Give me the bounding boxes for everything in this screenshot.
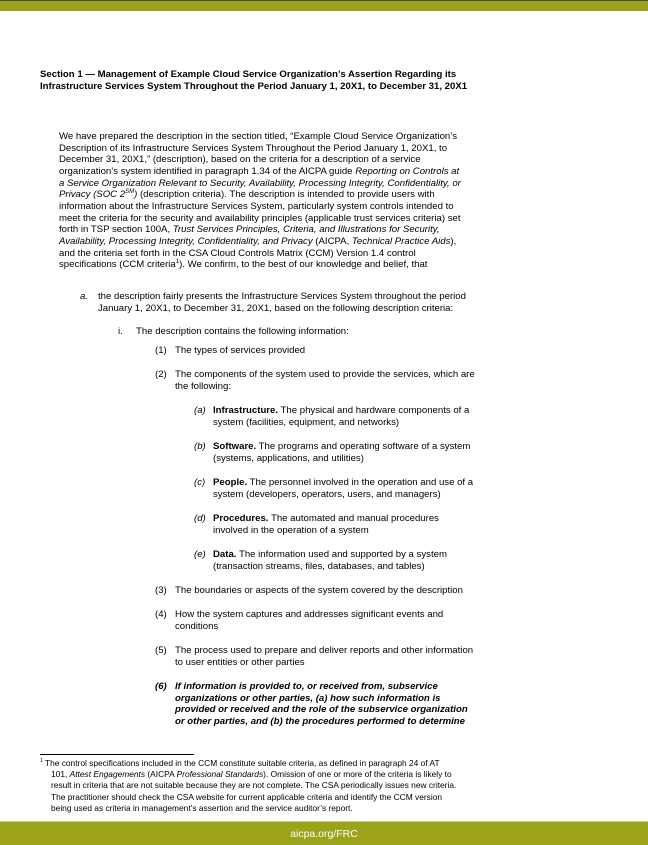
text-line: information about the Infrastructure Services System, particularly system controls intended to [59,200,454,212]
list-item-i [136,326,349,338]
list-label-a: a. [80,291,89,302]
list-item-a [98,291,466,314]
list-label-1: (1) [155,345,167,356]
component-item-people [213,477,473,500]
list-label-6: (6) [155,681,167,692]
text-line [213,441,470,453]
text-run: The automated and manual procedures [268,513,439,524]
footnote-marker: 1 [40,758,43,765]
text-line: How the system captures and addresses significant events and [175,609,444,620]
intro-paragraph [59,131,461,271]
text-line [59,236,461,248]
text-line: provided or received and the role of the subservice organization [175,704,468,716]
text-run: The programs and operating software of a system [256,441,471,452]
publication-title: Availability, Processing Integrity, Confidentiality, and Privacy [59,235,313,247]
component-item-infrastructure [213,405,469,428]
component-label-d: (d) [194,513,206,524]
text-line [213,477,473,489]
footnote-separator [40,754,194,755]
text-line: meet the criteria for the security and availability principles (applicable trust services criteria) set [59,212,461,224]
text-line: The types of services provided [175,345,306,356]
text-line: organizations or other parties, (a) how such information is [175,692,441,704]
text-run: (description criteria). The description is intended to provide users with [137,189,435,201]
text-line: conditions [175,620,219,632]
guide-title: ) [134,189,138,201]
list-label-5: (5) [155,645,167,656]
component-term: Data. [213,549,237,560]
heading-line: Infrastructure Services System Throughout the Period January 1, 20X1, to December 31, 20X1 [40,81,468,92]
list-item-4 [175,609,443,632]
component-term: Infrastructure. [213,405,279,416]
text-line: or other parties, and (b) the procedures performed to determine [175,715,465,727]
component-label-b: (b) [194,441,206,452]
text-line: system (developers, operators, users, and managers) [213,488,441,500]
text-line [213,513,439,525]
list-label-4: (4) [155,609,167,620]
footer-bar [0,821,648,845]
header-bar [0,1,648,11]
publication-title: Professional Standards [176,769,264,780]
component-label-c: (c) [194,477,206,488]
list-label-i: i. [118,326,123,337]
text-line: being used as criteria in management’s assertion and the service auditor’s report. [51,802,353,813]
service-mark: SM [125,189,135,196]
heading-line: Section 1 — Management of Example Cloud Service Organization’s Assertion Regarding its [40,69,457,80]
text-line: January 1, 20X1, to December 31, 20X1, based on the following description criteria: [98,302,454,314]
text-line: The process used to prepare and deliver reports and other information [175,645,474,656]
text-run: (AICPA, [312,235,352,247]
component-item-software [213,441,470,464]
text-line: The description contains the following information: [136,326,349,337]
text-line: (transaction streams, files, databases, and tables) [213,560,425,572]
text-run: The personnel involved in the operation and use of a [247,477,474,488]
footnote [40,758,456,814]
component-item-procedures [213,513,439,536]
text-line: to user entities or other parties [175,656,305,668]
text-run: ), [450,235,457,247]
list-item-6 [175,681,468,728]
text-line [40,758,456,769]
component-label-a: (a) [194,405,206,416]
list-item-5 [175,645,473,668]
text-run: 101, [51,769,70,780]
list-item-3 [175,585,463,597]
text-line: The boundaries or aspects of the system covered by the description [175,585,463,596]
text-line: result in criteria that are not suitable because they are not complete. The CSA periodically issues new criteria. [51,780,457,791]
publication-title: Trust Services Principles, Criteria, and Illustrations for Security, [172,224,440,236]
text-line: involved in the operation of a system [213,524,369,536]
publication-title: Attest Engagements [69,769,146,780]
text-run: forth in TSP section 100A, [59,224,173,236]
text-line: December 31, 20X1,” (description), based on the criteria for a description of a service [59,154,421,166]
text-line: The practitioner should check the CSA website for current applicable criteria and identify the CCM version [51,791,443,802]
component-term: People. [213,477,248,488]
text-line: the following: [175,380,231,392]
text-line [59,166,461,178]
text-run: The control specifications included in the CCM constitute suitable criteria, as defined in paragraph 24 of AT [42,758,440,768]
text-line [59,224,461,236]
footnote-reference[interactable]: 1 [175,259,180,266]
component-item-data [213,549,447,572]
text-line [213,405,469,417]
guide-title: Reporting on Controls at [355,165,460,177]
text-run: organization’s system identified in paragraph 1.34 of the AICPA guide [59,165,356,177]
text-line: The components of the system used to provide the services, which are [175,369,475,380]
guide-title: Privacy (SOC 2 [59,189,126,201]
footer-link[interactable]: aicpa.org/FRC [290,827,358,840]
text-line [59,259,461,271]
text-line: (systems, applications, and utilities) [213,452,364,464]
text-run: ). Omission of one or more of the criteria is likely to [263,769,452,780]
text-line [59,189,461,201]
text-line: If information is provided to, or received from, subservice [175,681,438,692]
text-line: and the criteria set forth in the CSA Cloud Controls Matrix (CCM) Version 1.4 control [59,247,416,259]
text-line [40,769,456,780]
text-run: (AICPA [145,769,177,780]
guide-title: a Service Organization Relevant to Security, Availability, Processing Integrity, Confidentiality, or [59,177,461,189]
component-label-e: (e) [194,549,206,560]
text-run: The physical and hardware components of a [278,405,470,416]
text-line: We have prepared the description in the section titled, “Example Cloud Service Organization’s [59,131,457,142]
text-line [213,549,447,561]
text-run: The information used and supported by a system [236,549,447,560]
list-label-2: (2) [155,369,167,380]
list-label-3: (3) [155,585,167,596]
text-run: specifications (CCM criteria [59,259,176,271]
text-run: ). We confirm, to the best of our knowledge and belief, that [179,259,428,271]
publication-title: Technical Practice Aids [351,235,451,247]
text-line: Description of its Infrastructure Services System Throughout the Period January 1, 20X1, to [59,142,448,154]
component-term: Software. [213,441,257,452]
list-item-2 [175,369,475,392]
text-line: the description fairly presents the Infrastructure Services System throughout the period [98,291,466,302]
text-line: system (facilities, equipment, and networks) [213,416,400,428]
list-item-1 [175,345,305,357]
component-term: Procedures. [213,513,269,524]
section-heading [40,69,620,93]
